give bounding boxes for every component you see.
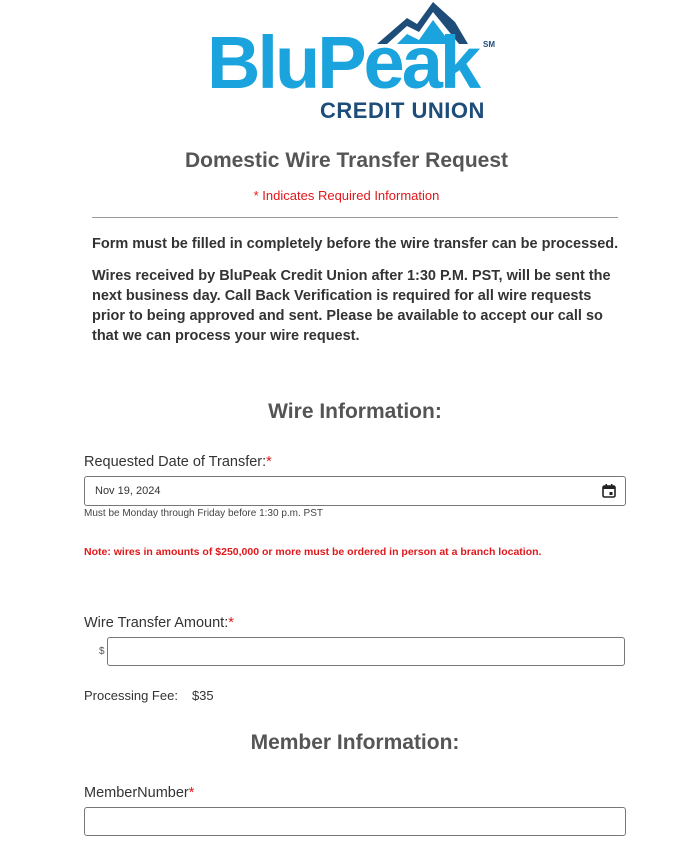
required-star: * xyxy=(266,454,272,470)
wire-amount-label xyxy=(84,615,234,631)
wire-information-heading: Wire Information: xyxy=(268,400,442,423)
transfer-date-input[interactable] xyxy=(84,476,626,506)
processing-fee-value: $35 xyxy=(191,688,214,703)
transfer-date-label xyxy=(84,454,272,470)
logo-subtitle: CREDIT UNION xyxy=(320,98,485,123)
service-mark: SM xyxy=(483,40,495,49)
wire-amount-label-text: Wire Transfer Amount: xyxy=(84,615,229,631)
intro-paragraph-completion: Form must be filled in completely before the wire transfer can be processed. xyxy=(92,236,619,252)
member-number-input[interactable] xyxy=(84,807,626,836)
large-wire-warning: Note: wires in amounts of $250,000 or more must be ordered in person at a branch location. xyxy=(84,546,542,558)
transfer-date-label-text: Requested Date of Transfer: xyxy=(84,454,267,470)
page-title: Domestic Wire Transfer Request xyxy=(184,149,509,172)
currency-symbol: $ xyxy=(99,646,105,657)
processing-fee xyxy=(84,688,214,703)
intro-paragraph-cutoff: Wires received by BluPeak Credit Union after 1:30 P.M. PST, will be sent the next business day. Call Back Verification is required for all wire requests prior to being approved and sent. Please be available to accept our call so that we can process your wire request. xyxy=(92,268,611,344)
blupeak-logo xyxy=(205,0,505,128)
member-number-label-text: MemberNumber xyxy=(84,785,189,801)
transfer-date-hint: Must be Monday through Friday before 1:30 p.m. PST xyxy=(84,508,324,519)
processing-fee-label: Processing Fee: xyxy=(84,688,178,703)
required-star: * xyxy=(228,615,234,631)
required-info-note: * Indicates Required Information xyxy=(253,188,440,203)
transfer-date-value: Nov 19, 2024 xyxy=(95,485,161,497)
wire-amount-input[interactable] xyxy=(107,637,625,666)
calendar-icon[interactable] xyxy=(602,484,616,498)
member-number-label xyxy=(84,785,194,801)
divider xyxy=(92,217,618,218)
member-information-heading: Member Information: xyxy=(250,731,460,754)
logo-wordmark: BluPeak xyxy=(207,21,479,104)
required-star: * xyxy=(188,785,195,801)
